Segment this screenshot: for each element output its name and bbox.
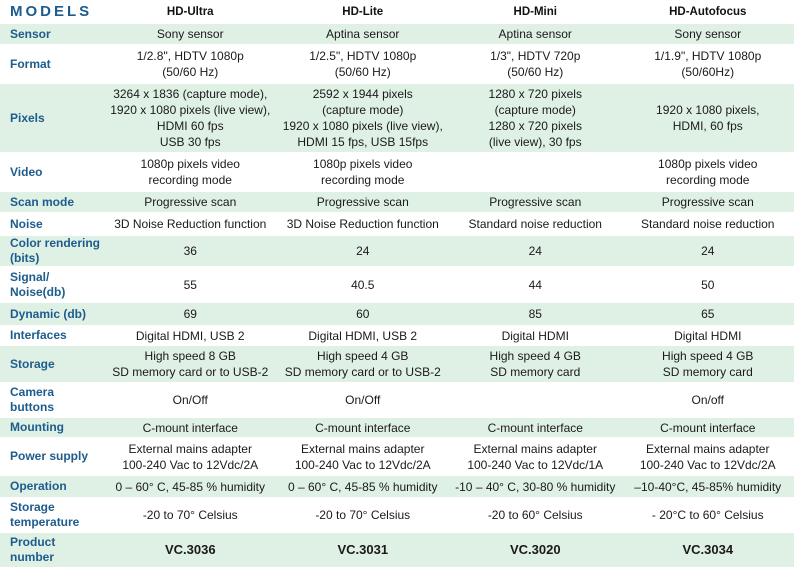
- spec-value-line: External mains adapter: [646, 441, 770, 456]
- table-row: [0, 499, 794, 531]
- spec-cell-hd-lite: [277, 84, 450, 152]
- spec-value-line: recording mode: [666, 173, 750, 187]
- spec-cell-hd-autofocus: [622, 533, 794, 567]
- row-label-line: Power supply: [10, 449, 89, 463]
- spec-value-line: 50: [701, 277, 715, 292]
- spec-value-line: Aptina sensor: [498, 27, 572, 41]
- spec-value-line: High speed 4 GB: [317, 349, 409, 363]
- spec-cell-hd-autofocus: [622, 384, 794, 416]
- row-label: [0, 214, 104, 234]
- spec-value-line: (50/60Hz): [681, 65, 735, 79]
- row-label-line: Noise(db): [10, 284, 66, 299]
- row-label: [0, 268, 104, 301]
- row-label-line: Storage: [10, 500, 55, 514]
- spec-value-line: 44: [528, 277, 542, 292]
- spec-value-line: 3D Noise Reduction function: [114, 217, 267, 231]
- model-heading-hd-mini: HD-Mini: [449, 2, 622, 22]
- spec-cell-hd-ultra: [104, 268, 277, 301]
- spec-cell-hd-autofocus: [622, 418, 794, 437]
- spec-value-line: 1280 x 720 pixels: [488, 119, 582, 133]
- model-heading-hd-autofocus: HD-Autofocus: [622, 2, 794, 22]
- spec-value-line: 100-240 Vac to 12Vdc/2A: [294, 457, 431, 472]
- spec-value-line: recording mode: [321, 173, 405, 187]
- table-header: [0, 2, 794, 22]
- row-label: [0, 327, 104, 344]
- header-row: [0, 2, 794, 22]
- row-label: [0, 499, 104, 531]
- row-label-line: Mounting: [10, 420, 64, 434]
- spec-cell-hd-mini: [449, 439, 622, 474]
- table-row: [0, 214, 794, 234]
- models-title: MODELS: [0, 2, 104, 22]
- spec-cell-hd-mini: [449, 327, 622, 344]
- spec-value-line: High speed 4 GB: [489, 349, 581, 363]
- spec-cell-hd-mini: [449, 192, 622, 212]
- spec-cell-hd-lite: [277, 24, 450, 44]
- spec-value-line: Digital HDMI: [501, 328, 569, 343]
- table-row: [0, 154, 794, 190]
- spec-cell-hd-mini: [449, 268, 622, 301]
- row-label-line: number: [10, 550, 55, 564]
- spec-cell-hd-ultra: [104, 84, 277, 152]
- spec-value-line: SD memory card: [662, 365, 753, 379]
- spec-value-line: C-mount interface: [142, 420, 238, 435]
- spec-cell-hd-lite: [277, 499, 450, 531]
- spec-value-line: Digital HDMI, USB 2: [135, 328, 245, 343]
- spec-cell-hd-mini: [449, 24, 622, 44]
- spec-cell-hd-lite: [277, 439, 450, 474]
- spec-cell-hd-autofocus: [622, 24, 794, 44]
- row-label: [0, 346, 104, 382]
- spec-value-line: 3264 x 1836 (capture mode),: [113, 87, 268, 101]
- spec-value-line: On/Off: [172, 393, 208, 407]
- spec-value-line: Progressive scan: [661, 195, 754, 209]
- spec-value-line: –10-40°C, 45-85% humidity: [634, 479, 782, 494]
- row-label: [0, 439, 104, 474]
- spec-value-line: Standard noise reduction: [468, 217, 602, 231]
- spec-value-line: -20 to 70° Celsius: [142, 508, 238, 522]
- spec-value-line: External mains adapter: [473, 441, 597, 456]
- table-row: [0, 46, 794, 82]
- spec-cell-hd-lite: [277, 384, 450, 416]
- spec-cell-hd-lite: [277, 303, 450, 325]
- spec-value-line: 55: [183, 277, 197, 292]
- row-label: [0, 533, 104, 567]
- spec-value-line: 1/2.8", HDTV 1080p: [136, 49, 244, 63]
- table-row: [0, 84, 794, 152]
- spec-cell-hd-lite: [277, 346, 450, 382]
- spec-value-line: 1920 x 1080 pixels,: [656, 103, 760, 117]
- spec-value-line: 2592 x 1944 pixels: [312, 87, 413, 101]
- row-label-line: Camera: [10, 385, 55, 399]
- spec-value-line: Progressive scan: [489, 195, 582, 209]
- row-label-line: Video: [10, 164, 43, 179]
- spec-cell-hd-autofocus: [622, 303, 794, 325]
- row-label-line: Storage: [10, 356, 55, 371]
- spec-value-line: 1280 x 720 pixels: [488, 87, 582, 101]
- row-label: [0, 236, 104, 266]
- spec-cell-hd-lite: [277, 476, 450, 497]
- spec-cell-hd-autofocus: [622, 439, 794, 474]
- table-row: [0, 24, 794, 44]
- table-row: [0, 236, 794, 266]
- spec-value-line: 36: [183, 244, 197, 258]
- spec-cell-hd-ultra: [104, 303, 277, 325]
- spec-cell-hd-lite: [277, 154, 450, 190]
- spec-cell-hd-autofocus: [622, 154, 794, 190]
- spec-value-line: (live view), 30 fps: [488, 135, 582, 149]
- spec-value-line: (50/60 Hz): [507, 65, 564, 79]
- row-label-line: Color rendering: [10, 236, 101, 250]
- spec-value-line: Digital HDMI, USB 2: [308, 328, 418, 343]
- spec-value-line: 85: [528, 307, 542, 321]
- row-label-line: Noise: [10, 216, 43, 231]
- spec-cell-hd-ultra: [104, 384, 277, 416]
- row-label-line: Interfaces: [10, 328, 67, 342]
- spec-value-line: C-mount interface: [315, 420, 411, 435]
- spec-value-line: 1080p pixels video: [658, 157, 758, 171]
- spec-cell-hd-ultra: [104, 499, 277, 531]
- table-row: [0, 533, 794, 567]
- spec-cell-hd-mini: [449, 154, 622, 190]
- spec-value-line: recording mode: [148, 173, 232, 187]
- table-body: [0, 24, 794, 567]
- spec-value-line: 24: [356, 244, 370, 258]
- spec-value-line: VC.3034: [682, 542, 734, 557]
- spec-cell-hd-autofocus: [622, 268, 794, 301]
- row-label-line: Format: [10, 56, 51, 71]
- spec-value-line: 1080p pixels video: [313, 157, 413, 171]
- spec-cell-hd-autofocus: [622, 327, 794, 344]
- spec-value-line: (capture mode): [322, 103, 404, 117]
- spec-cell-hd-lite: [277, 327, 450, 344]
- spec-value-line: Sony sensor: [674, 27, 742, 41]
- spec-cell-hd-ultra: [104, 46, 277, 82]
- spec-value-line: 3D Noise Reduction function: [286, 217, 439, 231]
- spec-value-line: VC.3031: [337, 542, 389, 557]
- spec-value-line: External mains adapter: [128, 441, 252, 456]
- spec-value-line: 1/1.9", HDTV 1080p: [654, 49, 762, 63]
- row-label-line: Scan mode: [10, 194, 75, 209]
- spec-cell-hd-autofocus: [622, 84, 794, 152]
- spec-cell-hd-ultra: [104, 24, 277, 44]
- spec-value-line: HDMI, 60 fps: [672, 119, 743, 133]
- spec-cell-hd-autofocus: [622, 46, 794, 82]
- spec-value-line: 40.5: [351, 277, 375, 292]
- spec-value-line: 69: [183, 307, 197, 321]
- spec-value-line: 1/2.5", HDTV 1080p: [309, 49, 417, 63]
- spec-value-line: 1/3", HDTV 720p: [490, 49, 581, 63]
- row-label-line: Signal/: [10, 269, 50, 284]
- spec-value-line: 1920 x 1080 pixels (live view),: [110, 103, 271, 117]
- row-label-line: buttons: [10, 400, 54, 414]
- spec-cell-hd-mini: [449, 346, 622, 382]
- spec-value-line: USB 30 fps: [159, 135, 221, 149]
- spec-value-line: High speed 8 GB: [144, 349, 236, 363]
- spec-value-line: C-mount interface: [487, 420, 583, 435]
- row-label: [0, 384, 104, 416]
- spec-value-line: On/off: [691, 393, 724, 407]
- row-label: [0, 84, 104, 152]
- spec-value-line: SD memory card: [490, 365, 581, 379]
- spec-value-line: VC.3036: [164, 542, 216, 557]
- spec-value-line: SD memory card or to USB-2: [112, 365, 269, 379]
- table-row: [0, 439, 794, 474]
- spec-value-line: External mains adapter: [301, 441, 425, 456]
- spec-cell-hd-mini: [449, 533, 622, 567]
- spec-value-line: 100-240 Vac to 12Vdc/1A: [467, 457, 604, 472]
- row-label-line: Sensor: [10, 26, 51, 41]
- row-label: [0, 192, 104, 212]
- spec-cell-hd-autofocus: [622, 214, 794, 234]
- spec-value-line: Standard noise reduction: [641, 217, 775, 231]
- spec-value-line: 1920 x 1080 pixels (live view),: [282, 119, 443, 133]
- spec-value-line: On/Off: [345, 393, 381, 407]
- spec-cell-hd-autofocus: [622, 476, 794, 497]
- spec-cell-hd-mini: [449, 214, 622, 234]
- spec-value-line: SD memory card or to USB-2: [284, 365, 441, 379]
- table-row: [0, 346, 794, 382]
- table-row: [0, 327, 794, 344]
- spec-cell-hd-ultra: [104, 154, 277, 190]
- spec-value-line: 65: [701, 307, 715, 321]
- spec-value-line: Digital HDMI: [674, 328, 742, 343]
- model-heading-hd-lite: HD-Lite: [277, 2, 450, 22]
- table-row: [0, 268, 794, 301]
- row-label-line: (bits): [10, 251, 40, 265]
- spec-cell-hd-mini: [449, 84, 622, 152]
- spec-cell-hd-ultra: [104, 327, 277, 344]
- row-label-line: Dynamic (db): [10, 306, 87, 321]
- spec-cell-hd-mini: [449, 499, 622, 531]
- spec-value-line: HDMI 60 fps: [156, 119, 224, 133]
- model-heading-hd-ultra: HD-Ultra: [104, 2, 277, 22]
- spec-value-line: -10 – 40° C, 30-80 % humidity: [455, 479, 616, 494]
- spec-value-line: (capture mode): [494, 103, 576, 117]
- table-row: [0, 384, 794, 416]
- spec-cell-hd-mini: [449, 303, 622, 325]
- row-label: [0, 24, 104, 44]
- spec-cell-hd-lite: [277, 418, 450, 437]
- table-row: [0, 303, 794, 325]
- spec-cell-hd-mini: [449, 236, 622, 266]
- spec-cell-hd-ultra: [104, 439, 277, 474]
- table-row: [0, 476, 794, 497]
- spec-cell-hd-ultra: [104, 236, 277, 266]
- spec-value-line: 24: [701, 244, 715, 258]
- spec-cell-hd-mini: [449, 384, 622, 416]
- spec-cell-hd-ultra: [104, 533, 277, 567]
- spec-value-line: VC.3020: [509, 542, 561, 557]
- spec-value-line: Sony sensor: [156, 27, 224, 41]
- spec-value-line: Progressive scan: [144, 195, 237, 209]
- spec-value-line: (50/60 Hz): [162, 65, 219, 79]
- row-label: [0, 476, 104, 497]
- row-label-line: Pixels: [10, 110, 45, 125]
- spec-value-line: High speed 4 GB: [662, 349, 754, 363]
- table-row: [0, 192, 794, 212]
- spec-cell-hd-autofocus: [622, 499, 794, 531]
- spec-cell-hd-lite: [277, 214, 450, 234]
- spec-cell-hd-ultra: [104, 476, 277, 497]
- spec-value-line: 0 – 60° C, 45-85 % humidity: [287, 479, 438, 494]
- spec-value-line: 100-240 Vac to 12Vdc/2A: [639, 457, 776, 472]
- row-label: [0, 154, 104, 190]
- spec-cell-hd-lite: [277, 46, 450, 82]
- spec-cell-hd-autofocus: [622, 346, 794, 382]
- row-label: [0, 46, 104, 82]
- spec-cell-hd-lite: [277, 236, 450, 266]
- spec-value-line: C-mount interface: [660, 420, 756, 435]
- spec-value-line: 60: [356, 307, 370, 321]
- spec-cell-hd-mini: [449, 46, 622, 82]
- row-label-line: Product: [10, 535, 56, 549]
- spec-value-line: - 20°C to 60° Celsius: [651, 508, 764, 522]
- spec-value-line: (50/60 Hz): [334, 65, 391, 79]
- spec-value-line: 1080p pixels video: [140, 157, 240, 171]
- table-row: [0, 418, 794, 437]
- spec-value-line: 100-240 Vac to 12Vdc/2A: [122, 457, 259, 472]
- spec-value-line: Aptina sensor: [326, 27, 400, 41]
- spec-cell-hd-ultra: [104, 418, 277, 437]
- spec-cell-hd-mini: [449, 476, 622, 497]
- spec-cell-hd-ultra: [104, 214, 277, 234]
- row-label-line: Operation: [10, 479, 67, 493]
- spec-value-line: HDMI 15 fps, USB 15fps: [297, 135, 429, 149]
- spec-cell-hd-lite: [277, 268, 450, 301]
- spec-cell-hd-mini: [449, 418, 622, 437]
- spec-cell-hd-lite: [277, 533, 450, 567]
- row-label: [0, 303, 104, 325]
- spec-cell-hd-ultra: [104, 346, 277, 382]
- row-label: [0, 418, 104, 437]
- spec-cell-hd-autofocus: [622, 192, 794, 212]
- spec-value-line: -20 to 70° Celsius: [315, 508, 411, 522]
- row-label-line: temperature: [10, 515, 80, 529]
- spec-value-line: Progressive scan: [316, 195, 409, 209]
- spec-cell-hd-ultra: [104, 192, 277, 212]
- spec-cell-hd-autofocus: [622, 236, 794, 266]
- spec-value-line: 0 – 60° C, 45-85 % humidity: [115, 479, 266, 494]
- spec-value-line: -20 to 60° Celsius: [487, 508, 583, 522]
- spec-cell-hd-lite: [277, 192, 450, 212]
- spec-value-line: 24: [528, 244, 542, 258]
